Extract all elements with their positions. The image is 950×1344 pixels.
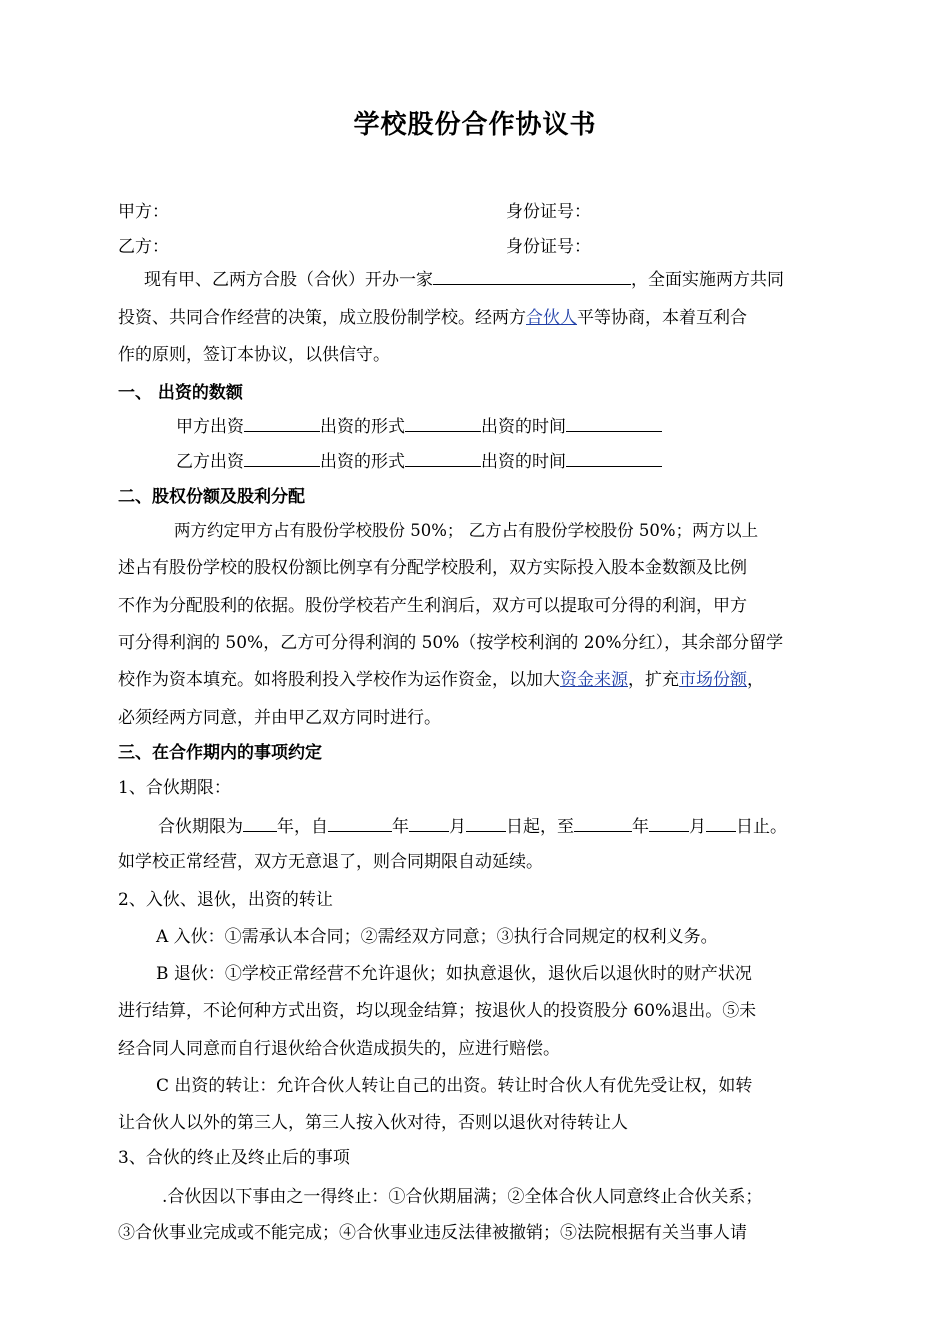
subsection-1: 1、合伙期限：	[118, 778, 231, 798]
blank	[405, 415, 481, 432]
blank	[243, 815, 277, 832]
section-2-text-5a: 校作为资本填充。如将股利投入学校作为运作资金，以加大	[118, 670, 560, 690]
term-line-1	[118, 815, 878, 839]
intro-text-1a: 现有甲、乙两方合股（合伙）开办一家	[144, 270, 433, 290]
day-end-text: 日止。	[736, 817, 787, 837]
party-b-contribution-label: 乙方出资	[176, 452, 244, 472]
section-1-heading: 一、 出资的数额	[118, 383, 243, 403]
intro-text-1b: ，全面实施两方共同	[631, 270, 784, 290]
termination-line-2: ③合伙事业完成或不能完成；④合伙事业违反法律被撤销；⑤法院根据有关当事人请	[118, 1223, 747, 1243]
subsection-2: 2、入伙、退伙，出资的转让	[118, 890, 333, 910]
section-2-line-1: 两方约定甲方占有股份学校股份 50%； 乙方占有股份学校股份 50%；两方以上	[174, 521, 759, 540]
document-title: 学校股份合作协议书	[353, 110, 597, 140]
term-year-text: 年，自	[277, 817, 328, 837]
blank	[566, 415, 662, 432]
term-line-2: 如学校正常经营，双方无意退了，则合同期限自动延续。	[118, 852, 543, 872]
section-2-line-6: 必须经两方同意，并由甲乙双方同时进行。	[118, 708, 441, 728]
clause-a: A 入伙：①需承认本合同；②需经双方同意；③执行合同规定的权利义务。	[156, 927, 718, 947]
blank	[649, 815, 689, 832]
party-a-contribution-label: 甲方出资	[176, 417, 244, 437]
blank	[244, 415, 320, 432]
section-2-text-5b: ，扩充	[628, 670, 679, 690]
clause-b-line-1: B 退伙：①学校正常经营不允许退伙；如执意退伙，退伙后以退伙时的财产状况	[156, 964, 752, 984]
party-a-line	[118, 200, 838, 224]
intro-line-2	[118, 306, 838, 330]
party-b-label: 乙方：	[118, 237, 169, 257]
month-end-text: 月	[689, 817, 706, 837]
blank	[328, 815, 392, 832]
section-2-line-3: 不作为分配股利的依据。股份学校若产生利润后，双方可以提取可分得的利润，甲方	[118, 596, 747, 616]
termination-line-1: .合伙因以下事由之一得终止：①合伙期届满；②全体合伙人同意终止合伙关系；	[162, 1187, 763, 1207]
month-text: 月	[449, 817, 466, 837]
funding-source-link[interactable]: 资金来源	[560, 670, 628, 690]
intro-line-3: 作的原则，签订本协议，以供信守。	[118, 345, 390, 365]
intro-line-1	[118, 268, 864, 292]
section-2-line-5	[118, 668, 838, 692]
blank	[409, 815, 449, 832]
intro-text-2b: 平等协商，本着互利合	[577, 308, 747, 328]
section-2-heading: 二、股权份额及股利分配	[118, 487, 305, 507]
party-b-id-label: 身份证号：	[506, 237, 591, 257]
clause-b-line-3: 经合同人同意而自行退伙给合伙造成损失的，应进行赔偿。	[118, 1039, 560, 1059]
intro-text-2a: 投资、共同合作经营的决策，成立股份制学校。经两方	[118, 308, 526, 328]
day-start-text: 日起，至	[506, 817, 574, 837]
section-3-heading: 三、在合作期内的事项约定	[118, 743, 322, 763]
party-a-contribution	[118, 415, 896, 439]
contribution-form-label: 出资的形式	[320, 452, 405, 472]
party-a-id-label: 身份证号：	[506, 202, 591, 222]
contribution-form-label: 出资的形式	[320, 417, 405, 437]
school-name-blank	[433, 268, 631, 285]
section-2-text-5c: ，	[747, 670, 764, 690]
blank	[574, 815, 632, 832]
section-2-line-2: 述占有股份学校的股权份额比例享有分配学校股利，双方实际投入股本金数额及比例	[118, 558, 747, 578]
party-b-contribution	[118, 450, 896, 474]
blank	[566, 450, 662, 467]
section-2-line-4: 可分得利润的 50%，乙方可分得利润的 50%（按学校利润的 20%分红），其余部分留学	[118, 633, 784, 653]
contribution-time-label: 出资的时间	[481, 452, 566, 472]
term-label: 合伙期限为	[158, 817, 243, 837]
blank	[706, 815, 736, 832]
market-share-link[interactable]: 市场份额	[679, 670, 747, 690]
clause-b-line-2: 进行结算，不论何种方式出资，均以现金结算；按退伙人的投资股分 60%退出。⑤未	[118, 1001, 757, 1021]
clause-c-line-1: C 出资的转让：允许合伙人转让自己的出资。转让时合伙人有优先受让权，如转	[156, 1076, 753, 1096]
blank	[466, 815, 506, 832]
subsection-3: 3、合伙的终止及终止后的事项	[118, 1148, 350, 1168]
year-text: 年	[392, 817, 409, 837]
party-a-label: 甲方：	[118, 202, 169, 222]
party-b-line	[118, 235, 838, 259]
contribution-time-label: 出资的时间	[481, 417, 566, 437]
partner-link[interactable]: 合伙人	[526, 308, 577, 328]
blank	[405, 450, 481, 467]
year-end-text: 年	[632, 817, 649, 837]
clause-c-line-2: 让合伙人以外的第三人，第三人按入伙对待，否则以退伙对待转让人	[118, 1113, 628, 1133]
blank	[244, 450, 320, 467]
